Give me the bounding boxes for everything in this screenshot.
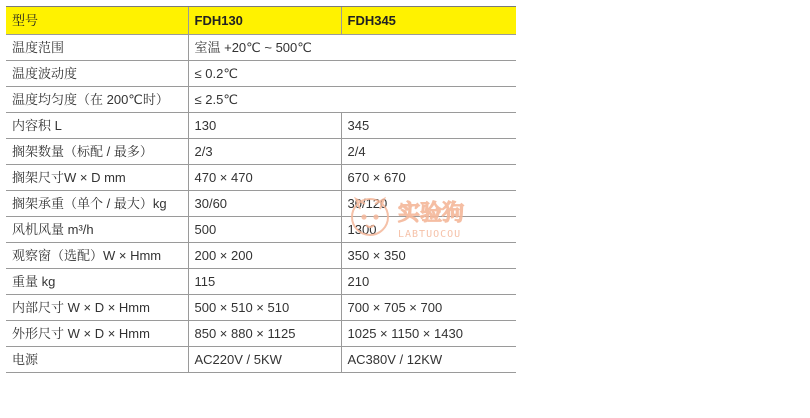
row-label: 搁架数量（标配 / 最多） bbox=[6, 139, 188, 165]
header-model-fdh130: FDH130 bbox=[188, 7, 341, 35]
row-value-merged: 室温 +20℃ ~ 500℃ bbox=[188, 35, 516, 61]
row-value-fdh130: 500 × 510 × 510 bbox=[188, 295, 341, 321]
table-row bbox=[6, 347, 516, 373]
table-row bbox=[6, 165, 516, 191]
table-row bbox=[6, 269, 516, 295]
row-value-fdh345: 1300 bbox=[341, 217, 516, 243]
header-model-fdh345: FDH345 bbox=[341, 7, 516, 35]
row-value-fdh130: 500 bbox=[188, 217, 341, 243]
row-label: 内容积 L bbox=[6, 113, 188, 139]
row-value-fdh345: 345 bbox=[341, 113, 516, 139]
row-value-fdh130: 115 bbox=[188, 269, 341, 295]
watermark-text: 实验狗 bbox=[398, 201, 465, 226]
row-label: 外形尺寸 W × D × Hmm bbox=[6, 321, 188, 347]
row-label: 温度范围 bbox=[6, 35, 188, 61]
row-label: 风机风量 m³/h bbox=[6, 217, 188, 243]
row-value-fdh130: 130 bbox=[188, 113, 341, 139]
row-label: 重量 kg bbox=[6, 269, 188, 295]
row-label: 搁架承重（单个 / 最大）kg bbox=[6, 191, 188, 217]
header-label: 型号 bbox=[6, 7, 188, 35]
watermark-subtext: LABTUOCOU bbox=[398, 229, 462, 240]
table-row bbox=[6, 61, 516, 87]
row-value-fdh130: 200 × 200 bbox=[188, 243, 341, 269]
row-label: 温度均匀度（在 200℃时） bbox=[6, 87, 188, 113]
table-row bbox=[6, 139, 516, 165]
row-value-fdh345: AC380V / 12KW bbox=[341, 347, 516, 373]
row-value-fdh345: 350 × 350 bbox=[341, 243, 516, 269]
row-value-fdh345: 2/4 bbox=[341, 139, 516, 165]
row-value-fdh345: 1025 × 1150 × 1430 bbox=[341, 321, 516, 347]
row-value-fdh130: 470 × 470 bbox=[188, 165, 341, 191]
row-label: 观察窗（选配）W × Hmm bbox=[6, 243, 188, 269]
table-row bbox=[6, 243, 516, 269]
table-row bbox=[6, 321, 516, 347]
table-row bbox=[6, 113, 516, 139]
row-value-fdh345: 670 × 670 bbox=[341, 165, 516, 191]
row-value-fdh130: 850 × 880 × 1125 bbox=[188, 321, 341, 347]
spec-table bbox=[6, 6, 516, 373]
row-value-fdh345: 700 × 705 × 700 bbox=[341, 295, 516, 321]
table-row bbox=[6, 35, 516, 61]
row-label: 内部尺寸 W × D × Hmm bbox=[6, 295, 188, 321]
row-value-fdh345: 210 bbox=[341, 269, 516, 295]
row-label: 搁架尺寸W × D mm bbox=[6, 165, 188, 191]
row-label: 电源 bbox=[6, 347, 188, 373]
table-row bbox=[6, 87, 516, 113]
row-label: 温度波动度 bbox=[6, 61, 188, 87]
table-header-row bbox=[6, 7, 516, 35]
row-value-merged: ≤ 2.5℃ bbox=[188, 87, 516, 113]
row-value-fdh345: 30/120 bbox=[341, 191, 516, 217]
row-value-fdh130: 2/3 bbox=[188, 139, 341, 165]
table-row bbox=[6, 217, 516, 243]
row-value-fdh130: 30/60 bbox=[188, 191, 341, 217]
row-value-merged: ≤ 0.2℃ bbox=[188, 61, 516, 87]
table-row bbox=[6, 191, 516, 217]
row-value-fdh130: AC220V / 5KW bbox=[188, 347, 341, 373]
table-row bbox=[6, 295, 516, 321]
